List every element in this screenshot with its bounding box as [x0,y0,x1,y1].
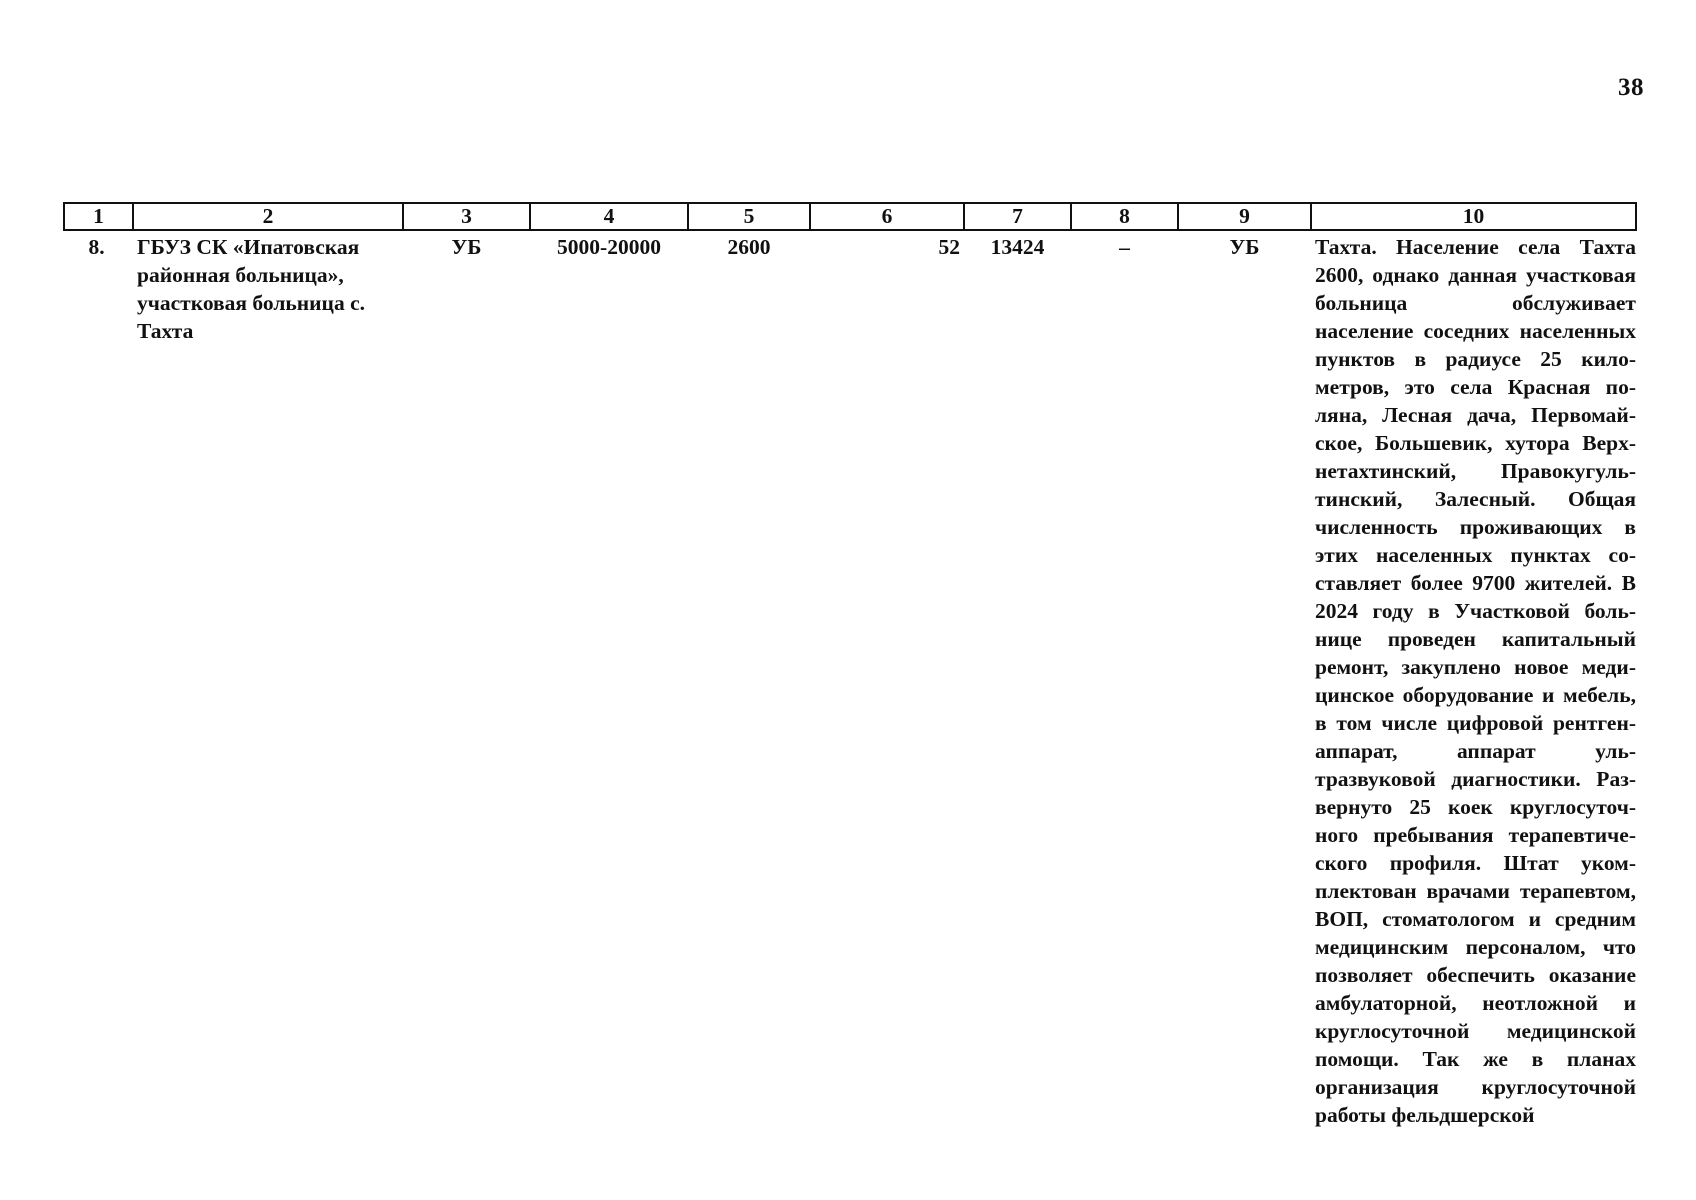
data-table [63,202,1637,1129]
cell-col-5: 2600 [727,235,771,259]
table-header [64,203,1636,230]
header-col-10: 10 [1311,203,1636,230]
header-col-7: 7 [964,203,1071,230]
cell-col-8: – [1119,235,1130,259]
header-col-2: 2 [133,203,403,230]
header-row [64,203,1636,230]
cell-col-9: УБ [1229,235,1260,259]
header-col-6: 6 [810,203,964,230]
note-cell: Тахта. Население села Тахта 2600, однако данная участковая больница обслуживает население соседних населенных пунктов в радиусе 25 километров, это села Красная поляна, Лесная дача, Первомайское, Большевик, хутора Верхнетахтинский, Правокугультинский, Залесный. Общая численность проживающих в этих населенных пунктах составляет более 9700 жителей. В 2024 году в Участковой больнице проведен капитальный ремонт, закуплено новое медицинское оборудование и мебель, в том числе цифровой рентген-аппарат, аппарат ультразвуковой диагностики. Развернуто 25 коек круглосуточного пребывания терапевтического профиля. Штат укомплектован врачами терапевтом, ВОП, стоматологом и средним медицинским персоналом, что позволяет обеспечить оказание амбулаторной, неотложной и круглосуточной медицинской помощи. Так же в планах организация круглосуточной работы фельдшерской [1315,235,1636,1127]
header-col-4: 4 [530,203,688,230]
header-col-3: 3 [403,203,530,230]
header-col-9: 9 [1178,203,1311,230]
header-col-8: 8 [1071,203,1178,230]
institution-name: ГБУЗ СК «Ипатовская районная больница», участковая больница с. Тахта [137,235,365,343]
header-col-5: 5 [688,203,810,230]
header-col-1: 1 [64,203,133,230]
cell-col-6: 52 [938,235,960,259]
cell-col-3: УБ [451,235,482,259]
cell-col-7: 13424 [990,235,1045,259]
row-number: 8. [88,235,105,259]
page-number: 38 [1618,74,1644,101]
cell-col-4: 5000-20000 [557,235,661,259]
table-row [64,230,1636,1129]
